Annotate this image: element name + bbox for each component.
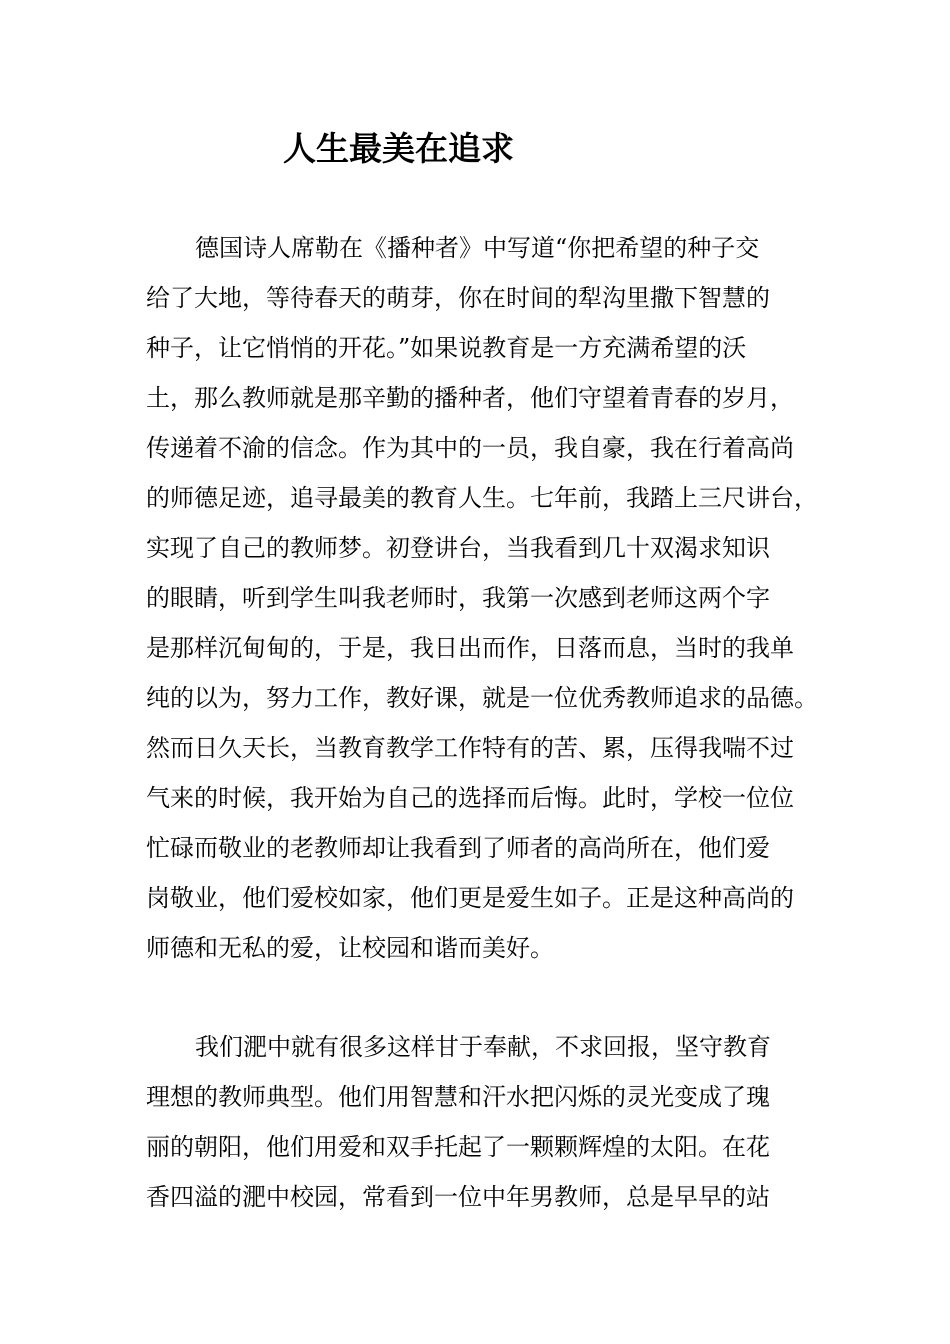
text-line: 岗敬业，他们爱校如家，他们更是爱生如子。正是这种高尚的 <box>146 884 794 912</box>
text-line: 的眼睛，听到学生叫我老师时，我第一次感到老师这两个字 <box>146 584 770 612</box>
text-line: 纯的以为，努力工作，教好课，就是一位优秀教师追求的品德。 <box>146 684 818 712</box>
text-line: 忙碌而敬业的老教师却让我看到了师者的高尚所在，他们爱 <box>146 834 770 862</box>
text-line: 我们淝中就有很多这样甘于奉献，不求回报，坚守教育 <box>195 1033 771 1061</box>
text-line: 土，那么教师就是那辛勤的播种者，他们守望着青春的岁月， <box>146 384 794 412</box>
text-line: 种子，让它悄悄的开花。”如果说教育是一方充满希望的沃 <box>146 334 747 362</box>
text-line: 的师德足迹，追寻最美的教育人生。七年前，我踏上三尺讲台， <box>146 484 818 512</box>
text-line: 给了大地，等待春天的萌芽，你在时间的犁沟里撒下智慧的 <box>146 284 770 312</box>
text-line: 是那样沉甸甸的，于是，我日出而作，日落而息，当时的我单 <box>146 634 794 662</box>
text-line: 然而日久天长，当教育教学工作特有的苦、累，压得我喘不过 <box>146 734 794 762</box>
text-line: 香四溢的淝中校园，常看到一位中年男教师，总是早早的站 <box>146 1183 770 1211</box>
text-line: 丽的朝阳，他们用爱和双手托起了一颗颗辉煌的太阳。在花 <box>146 1133 770 1161</box>
paragraph-2 <box>146 1022 826 1222</box>
document-title: 人生最美在追求 <box>283 129 514 168</box>
text-line: 德国诗人席勒在《播种者》中写道“你把希望的种子交 <box>195 234 760 262</box>
text-line: 气来的时候，我开始为自己的选择而后悔。此时，学校一位位 <box>146 784 794 812</box>
paragraph-1 <box>146 223 826 973</box>
text-line: 师德和无私的爱，让校园和谐而美好。 <box>146 934 554 962</box>
text-line: 传递着不渝的信念。作为其中的一员，我自豪，我在行着高尚 <box>146 434 794 462</box>
text-line: 理想的教师典型。他们用智慧和汗水把闪烁的灵光变成了瑰 <box>146 1083 770 1111</box>
text-line: 实现了自己的教师梦。初登讲台，当我看到几十双渴求知识 <box>146 534 770 562</box>
